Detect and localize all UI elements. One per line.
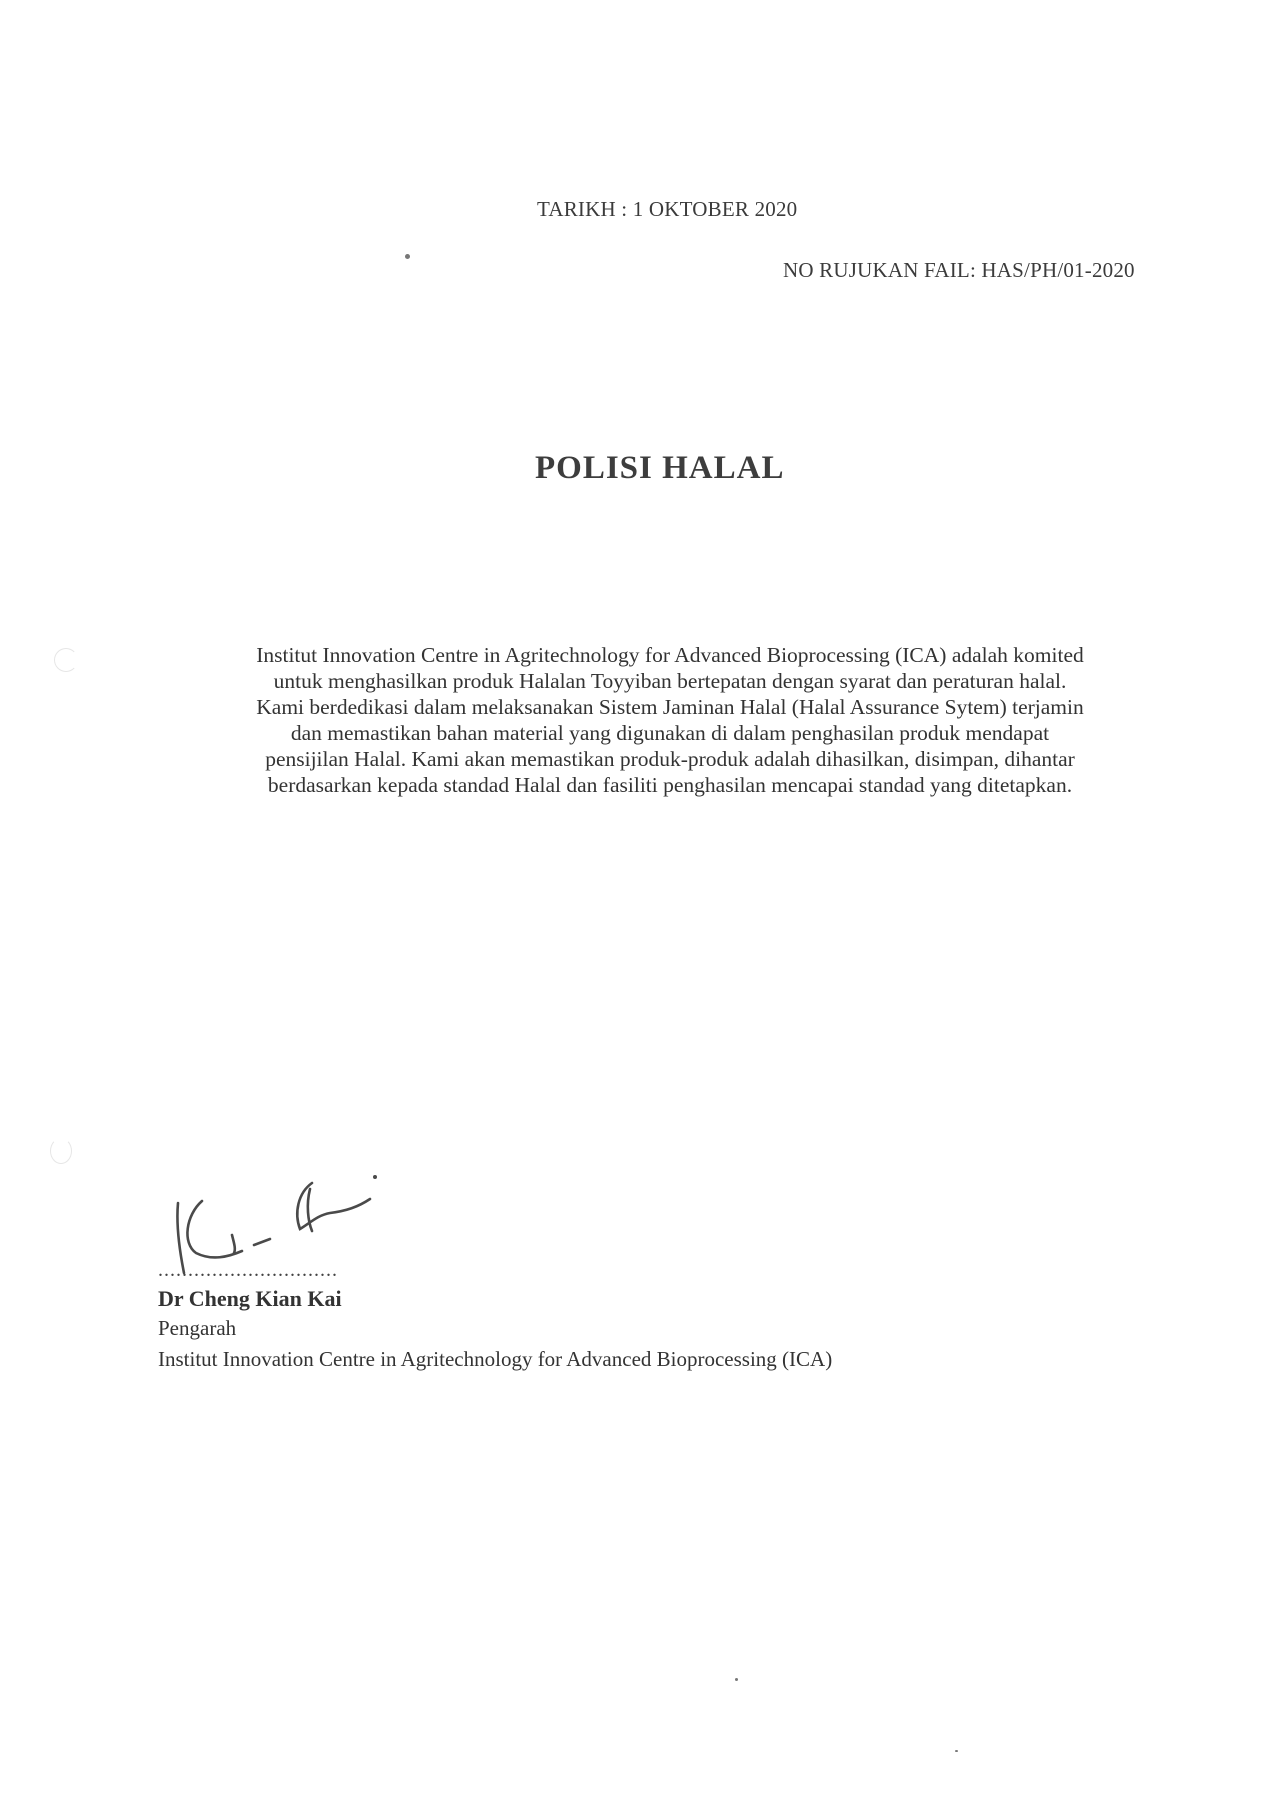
scan-speck xyxy=(405,254,410,259)
body-line: berdasarkan kepada standad Halal dan fasiliti penghasilan mencapai standad yang ditetapkan. xyxy=(267,773,1073,797)
body-line: Kami berdedikasi dalam melaksanakan Sistem Jaminan Halal (Halal Assurance Sytem) terjamin xyxy=(256,695,1084,719)
scan-speck xyxy=(955,1750,958,1752)
punch-hole-mark xyxy=(54,648,78,672)
body-line: Institut Innovation Centre in Agritechnology for Advanced Bioprocessing (ICA) adalah komited xyxy=(256,643,1084,667)
body-line: pensijilan Halal. Kami akan memastikan produk-produk adalah dihasilkan, disimpan, dihantar xyxy=(265,747,1075,771)
signature-dotted-line: .............................. xyxy=(158,1259,338,1281)
body-line: untuk menghasilkan produk Halalan Toyyiban bertepatan dengan syarat dan peraturan halal. xyxy=(273,669,1067,693)
signatory-position: Pengarah xyxy=(158,1316,237,1340)
body-line: dan memastikan bahan material yang digunakan di dalam penghasilan produk mendapat xyxy=(290,721,1050,745)
document-title: POLISI HALAL xyxy=(535,450,785,486)
date-line: TARIKH : 1 OKTOBER 2020 xyxy=(537,197,798,221)
scan-speck xyxy=(735,1678,738,1681)
signatory-name: Dr Cheng Kian Kai xyxy=(158,1286,342,1311)
punch-hole-mark xyxy=(50,1138,72,1164)
signatory-organization: Institut Innovation Centre in Agritechnology for Advanced Bioprocessing (ICA) xyxy=(158,1347,833,1371)
reference-line: NO RUJUKAN FAIL: HAS/PH/01-2020 xyxy=(783,258,1135,282)
signature-block xyxy=(158,1180,832,1372)
policy-body xyxy=(170,642,1170,798)
